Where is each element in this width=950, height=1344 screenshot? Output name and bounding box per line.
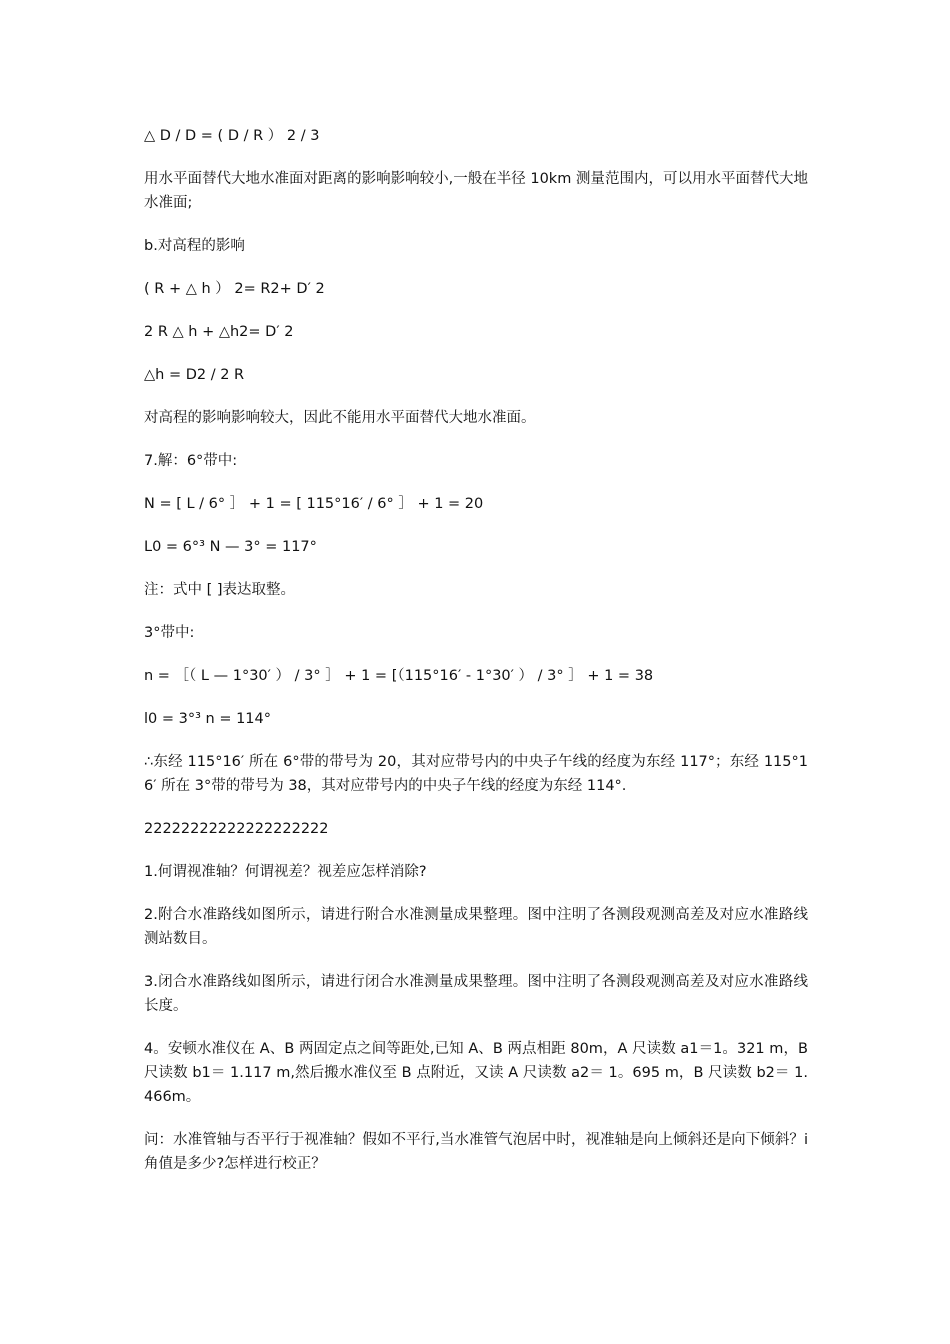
formula-3deg-zone-number: n = ［（ L — 1°30′ ） / 3° ］ + 1 = [（115°16′ - 1°30′ ） / 3° ］ + 1 = 38: [144, 668, 654, 684]
formula-3deg-central-meridian: l0 = 3°³ n = 114°: [144, 711, 272, 727]
document-body: [144, 124, 813, 1195]
formula-elevation-3: △h = D2 / 2 R: [144, 367, 245, 383]
heading-elevation-effect: b.对高程的影响: [144, 238, 245, 254]
question-1: 1.何谓视准轴？何谓视差？视差应怎样消除?: [144, 864, 427, 880]
paragraph-distance-conclusion: 用水平面替代大地水准面对距离的影响影响较小,一般在半径 10km 测量范围内，可以用水平面替代大地水准面;: [144, 171, 808, 211]
question-2: 2.附合水准路线如图所示，请进行附合水准测量成果整理。图中注明了各测段观测高差及对应水准路线测站数目。: [144, 907, 808, 947]
question-4: 4。安顿水准仪在 A、B 两固定点之间等距处,已知 A、B 两点相距 80m，A 尺读数 a1＝1。321 m，B 尺读数 b1＝ 1.117 m,然后搬水准仪至 B 点附近，又读 A 尺读数 a2＝ 1。695 m，B 尺读数 b2＝ 1.466m。: [144, 1041, 813, 1105]
question-3: 3.闭合水准路线如图所示，请进行闭合水准测量成果整理。图中注明了各测段观测高差及对应水准路线长度。: [144, 974, 808, 1014]
formula-elevation-2: 2 R △ h + △h2= D′ 2: [144, 324, 294, 340]
paragraph-elevation-conclusion: 对高程的影响影响较大，因此不能用水平面替代大地水准面。: [144, 410, 536, 426]
formula-6deg-zone-number: N = [ L / 6° ］ + 1 = [ 115°16′ / 6° ］ + 1 = 20: [144, 496, 484, 512]
section-separator: 22222222222222222222: [144, 821, 329, 837]
heading-3deg-zone: 3°带中:: [144, 625, 195, 641]
paragraph-zone-conclusion: ∴东经 115°16′ 所在 6°带的带号为 20，其对应带号内的中央子午线的经度为东经 117°；东经 115°16′ 所在 3°带的带号为 38，其对应带号内的中央子午线的经度为东经 114°.: [144, 754, 808, 794]
note-rounding: 注：式中 [ ]表达取整。: [144, 582, 296, 598]
formula-6deg-central-meridian: L0 = 6°³ N — 3° = 117°: [144, 539, 317, 555]
question-4-ask: 问：水准管轴与否平行于视准轴？假如不平行,当水准管气泡居中时，视准轴是向上倾斜还是向下倾斜？i 角值是多少?怎样进行校正？: [144, 1132, 813, 1172]
formula-distance-error: △ D / D = ( D / R ） 2 / 3: [144, 128, 320, 144]
formula-elevation-1: ( R + △ h ） 2= R2+ D′ 2: [144, 281, 325, 297]
answer-7-heading: 7.解：6°带中:: [144, 453, 238, 469]
